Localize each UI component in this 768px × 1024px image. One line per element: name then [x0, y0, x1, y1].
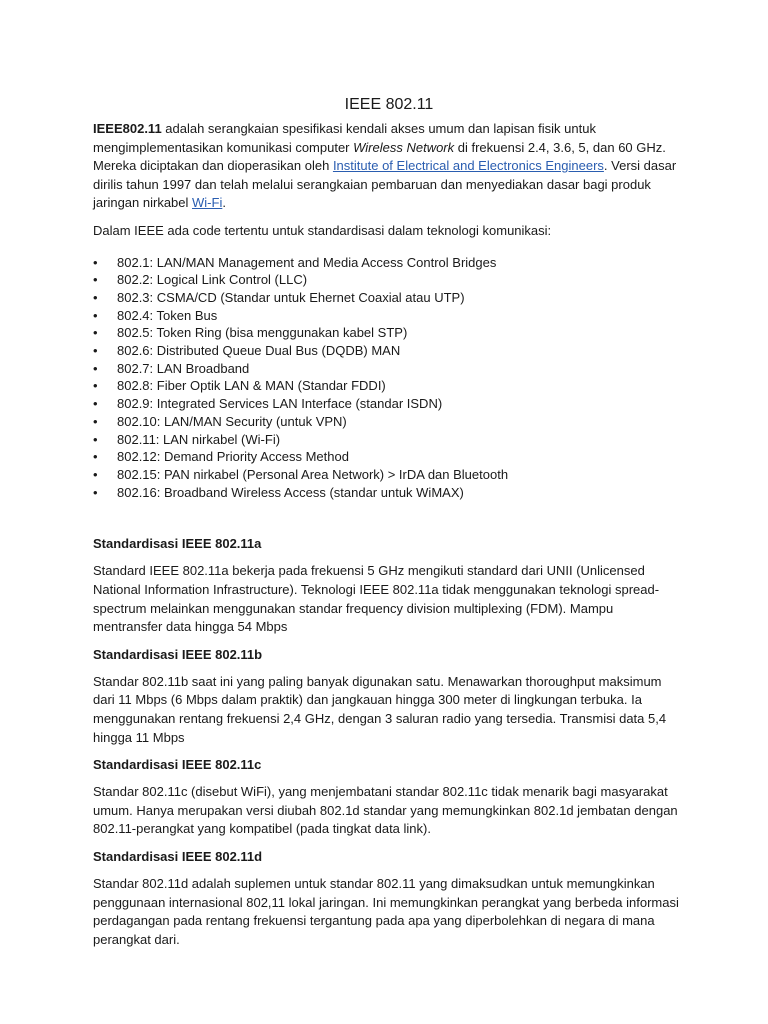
document-page	[93, 94, 683, 958]
bullet-icon: •	[93, 467, 98, 482]
section-body: Standar 802.11d adalah suplemen untuk standar 802.11 yang dimaksudkan untuk memungkinkan penggunaan internasional 802,11 lokal jaringan. Ini memungkinkan perangkat yang berbeda informasi perdagangan pada rentang frekuensi tergantung pada apa yang diperbolehkan di negara di mana perangkat dari.	[93, 875, 679, 947]
intro-text-2: di frekuensi 2.4, 3.6, 5, dan 60 GHz. Mereka diciptakan dan dioperasikan oleh	[93, 139, 666, 174]
bullet-icon: •	[93, 289, 98, 305]
bullet-icon: •	[93, 378, 98, 394]
intro-term: IEEE802.11	[93, 121, 162, 136]
list-item: • 802.5: Token Ring (bisa menggunakan kabel STP)	[93, 325, 408, 341]
list-item: • 802.2: Logical Link Control (LLC)	[93, 272, 308, 288]
list-spacer	[93, 501, 683, 535]
bullet-icon: •	[93, 272, 98, 288]
list-item: • 802.11: LAN nirkabel (Wi-Fi)	[93, 431, 281, 447]
bullet-icon: •	[93, 360, 98, 376]
bullet-icon: •	[93, 413, 98, 429]
list-item: • 802.6: Distributed Queue Dual Bus (DQDB) MAN	[93, 343, 401, 359]
bullet-icon: •	[93, 254, 98, 270]
intro-italic: Wireless Network	[353, 139, 455, 155]
section-body: Standar 802.11c (disebut WiFi), yang menjembatani standar 802.11c tidak menarik bagi masyarakat umum. Hanya merupakan versi diubah 802.1d standar yang memungkinkan 802.1d jembatan dengan 802.11-perangkat yang kompatibel (pada tingkat data link).	[93, 784, 678, 837]
list-item: • 802.4: Token Bus	[93, 307, 218, 323]
list-item: • 802.9: Integrated Services LAN Interface (standar ISDN)	[93, 396, 443, 412]
bullet-icon: •	[93, 307, 98, 323]
bullet-icon: •	[93, 325, 98, 341]
bullet-icon: •	[93, 396, 98, 412]
wifi-link[interactable]: Wi-Fi	[192, 195, 223, 211]
bullet-icon: •	[93, 343, 98, 359]
section-80211b	[93, 646, 683, 747]
list-item: • 802.8: Fiber Optik LAN & MAN (Standar FDDI)	[93, 378, 386, 394]
section-80211d	[93, 848, 683, 949]
ieee-link[interactable]: Institute of Electrical and Electronics Engineers	[332, 158, 604, 174]
intro-text-4: .	[222, 195, 226, 211]
section-body: Standard IEEE 802.11a bekerja pada frekuensi 5 GHz mengikuti standard dari UNII (Unlicensed National Information Infrastructure). Teknologi IEEE 802.11a tidak menggunakan teknologi spread-spectrum melainkan menggunakan standar frequency division multiplexing (FDM). Mampu mentransfer data hingga 54 Mbps	[93, 563, 660, 635]
intro-text-3: . Versi dasar dirilis tahun 1997 dan telah melalui serangkaian pembaruan dan menyediakan dasar bagi produk jaringan nirkabel	[93, 158, 677, 211]
bullet-icon: •	[93, 449, 98, 465]
list-item: • 802.1: LAN/MAN Management and Media Access Control Bridges	[93, 254, 497, 270]
section-80211c	[93, 756, 683, 839]
section-heading: Standardisasi IEEE 802.11c	[93, 757, 262, 773]
list-item: • 802.16: Broadband Wireless Access (standar untuk WiMAX)	[93, 484, 464, 500]
intro-text-1: adalah serangkaian spesifikasi kendali akses umum dan lapisan fisik untuk mengimplementasikan komunikasi computer	[93, 121, 596, 155]
section-heading: Standardisasi IEEE 802.11a	[93, 536, 262, 552]
section-80211a	[93, 535, 683, 636]
list-item: • 802.7: LAN Broadband	[93, 360, 250, 376]
section-heading: Standardisasi IEEE 802.11d	[93, 848, 263, 864]
codes-list	[93, 254, 683, 502]
bullet-icon: •	[93, 431, 98, 447]
codes-lead: Dalam IEEE ada code tertentu untuk standardisasi dalam teknologi komunikasi:	[93, 222, 552, 238]
intro-paragraph	[93, 120, 683, 213]
section-body: Standar 802.11b saat ini yang paling banyak digunakan satu. Menawarkan thoroughput maksimum dari 11 Mbps (6 Mbps dalam praktik) dan jangkauan hingga 300 meter di lingkungan terbuka. Ia menggunakan rentang frekuensi 2,4 GHz, dengan 3 saluran radio yang tersedia. Transmisi data 5,4 hingga 11 Mbps	[93, 673, 667, 745]
bullet-icon: •	[93, 484, 98, 500]
list-item: • 802.15: PAN nirkabel (Personal Area Network) > IrDA dan Bluetooth	[93, 467, 509, 482]
list-item: • 802.12: Demand Priority Access Method	[93, 449, 349, 465]
list-item: • 802.3: CSMA/CD (Standar untuk Ehernet Coaxial atau UTP)	[93, 289, 465, 305]
page-title: IEEE 802.11	[344, 96, 434, 113]
list-item: • 802.10: LAN/MAN Security (untuk VPN)	[93, 413, 347, 429]
section-heading: Standardisasi IEEE 802.11b	[93, 646, 263, 662]
